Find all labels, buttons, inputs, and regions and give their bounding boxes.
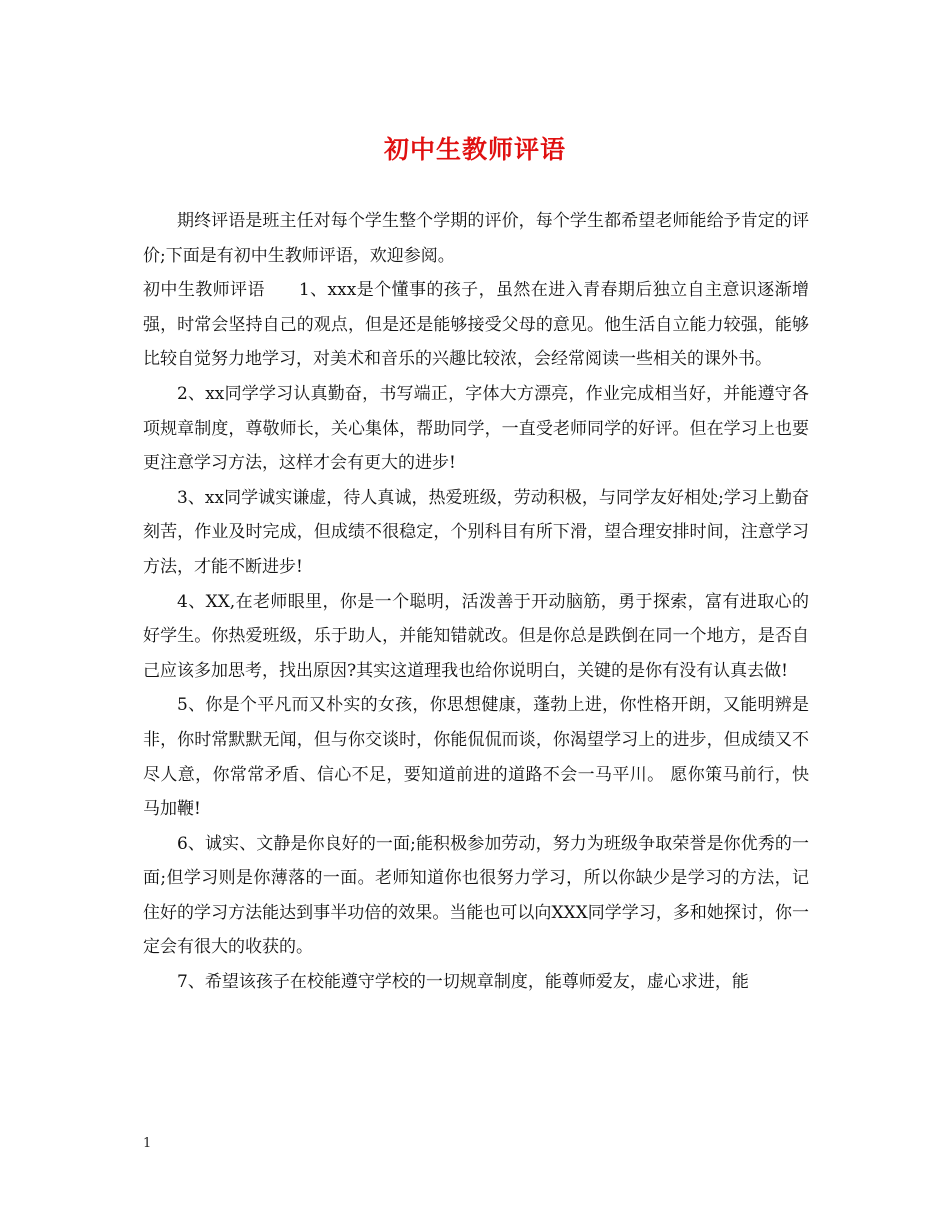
document-title: 初中生教师评语 (383, 135, 566, 164)
comment-paragraph-4: 4、XX,在老师眼里，你是一个聪明，活泼善于开动脑筋，勇于探索，富有进取心的好学生。你热爱班级，乐于助人，并能知错就改。但是你总是跌倒在同一个地方，是否自己应该多加思考，找出原因?其实这道理我也给你说明白，关键的是你有没有认真去做! (143, 591, 809, 681)
comment-paragraph-3: 3、xx同学诚实谦虚，待人真诚，热爱班级，劳动积极，与同学友好相处;学习上勤奋刻苦，作业及时完成，但成绩不很稳定，个别科目有所下滑，望合理安排时间，注意学习方法，才能不断进步! (143, 487, 809, 577)
comment-text-1: 1、xxx是个懂事的孩子，虽然在进入青春期后独立自主意识逐渐增强，时常会坚持自己的观点，但是还是能够接受父母的意见。他生活自立能力较强，能够比较自觉努力地学习，对美术和音乐的兴趣比较浓，会经常阅读一些相关的课外书。 (143, 280, 810, 370)
intro-paragraph: 期终评语是班主任对每个学生整个学期的评价，每个学生都希望老师能给予肯定的评价;下面是有初中生教师评语，欢迎参阅。 (143, 211, 809, 266)
page-number: 1 (143, 1136, 152, 1151)
comment-paragraph-6: 6、诚实、文静是你良好的一面;能积极参加劳动，努力为班级争取荣誉是你优秀的一面;但学习则是你薄落的一面。老师知道你也很努力学习，所以你缺少是学习的方法，记住好的学习方法能达到事半功倍的效果。当能也可以向XXX同学学习，多和她探讨，你一定会有很大的收获的。 (143, 833, 809, 958)
comment-paragraph-7: 7、希望该孩子在校能遵守学校的一切规章制度，能尊师爱友，虚心求进，能 (177, 972, 749, 993)
comment-paragraph-2: 2、xx同学学习认真勤奋，书写端正，字体大方漂亮，作业完成相当好，并能遵守各项规章制度，尊敬师长，关心集体，帮助同学，一直受老师同学的好评。但在学习上也要更注意学习方法，这样才会有更大的进步! (143, 383, 809, 474)
document-body (143, 204, 809, 1000)
section-heading: 初中生教师评语 (143, 280, 265, 301)
comment-paragraph-1 (143, 273, 809, 377)
comment-paragraph-5: 5、你是个平凡而又朴实的女孩，你思想健康，蓬勃上进，你性格开朗，又能明辨是非，你时常默默无闻，但与你交谈时，你能侃侃而谈，你渴望学习上的进步，但成绩又不尽人意，你常常矛盾、信心不足，要知道前进的道路不会一马平川。 愿你策马前行，快马加鞭! (143, 695, 809, 820)
